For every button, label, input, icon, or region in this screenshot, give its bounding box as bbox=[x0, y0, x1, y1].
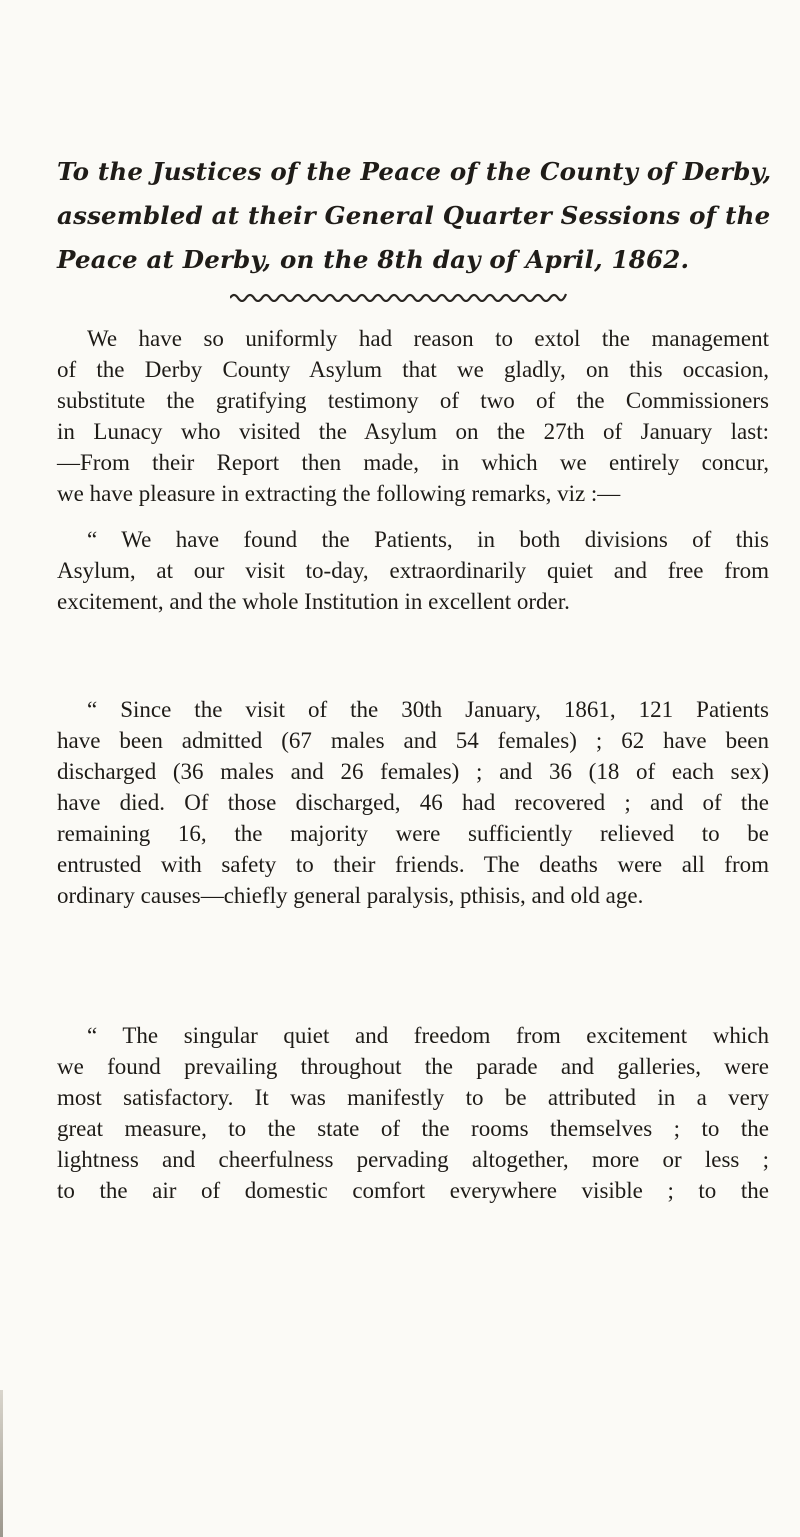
text-line: “ Since the visit of the 30th January, 1861, 121 Patients bbox=[87, 697, 769, 722]
text-line: in Lunacy who visited the Asylum on the 27th of January last: bbox=[57, 419, 769, 444]
text-line: —From their Report then made, in which we entirely concur, bbox=[57, 450, 769, 475]
text-line: have been admitted (67 males and 54 females) ; 62 have been bbox=[57, 728, 769, 753]
text-line: to the air of domestic comfort everywhere visible ; to the bbox=[57, 1178, 769, 1203]
text-line: excitement, and the whole Institution in excellent order. bbox=[57, 589, 570, 614]
heading-line: assembled at their General Quarter Sessions of the bbox=[57, 201, 771, 230]
heading-line: To the Justices of the Peace of the County of Derby, bbox=[57, 157, 772, 186]
text-line: remaining 16, the majority were sufficiently relieved to be bbox=[57, 821, 769, 846]
text-line: we found prevailing throughout the parade and galleries, were bbox=[57, 1054, 769, 1079]
text-line: entrusted with safety to their friends. The deaths were all from bbox=[57, 852, 769, 877]
address-heading bbox=[57, 150, 772, 282]
text-line: Asylum, at our visit to-day, extraordinarily quiet and free from bbox=[57, 558, 769, 583]
text-line: we have pleasure in extracting the following remarks, viz :— bbox=[57, 481, 621, 506]
text-line: “ The singular quiet and freedom from excitement which bbox=[87, 1023, 769, 1048]
text-line: ordinary causes—chiefly general paralysis, pthisis, and old age. bbox=[57, 883, 644, 908]
ornamental-rule bbox=[230, 290, 570, 302]
paragraph-quote-2 bbox=[57, 694, 769, 911]
text-line: great measure, to the state of the rooms themselves ; to the bbox=[57, 1116, 769, 1141]
paragraph-quote-1 bbox=[57, 524, 769, 617]
text-line: lightness and cheerfulness pervading altogether, more or less ; bbox=[57, 1147, 769, 1172]
text-line: most satisfactory. It was manifestly to be attributed in a very bbox=[57, 1085, 769, 1110]
paragraph-intro bbox=[57, 323, 769, 509]
heading-line: Peace at Derby, on the 8th day of April, 1862. bbox=[57, 245, 690, 274]
paragraph-quote-3 bbox=[57, 1020, 769, 1206]
text-line: “ We have found the Patients, in both divisions of this bbox=[87, 527, 769, 552]
text-line: have died. Of those discharged, 46 had recovered ; and of the bbox=[57, 790, 769, 815]
page-edge-shadow bbox=[0, 1390, 3, 1537]
text-line: We have so uniformly had reason to extol the management bbox=[87, 326, 769, 351]
text-line: substitute the gratifying testimony of two of the Commissioners bbox=[57, 388, 769, 413]
text-line: of the Derby County Asylum that we gladly, on this occasion, bbox=[57, 357, 769, 382]
text-line: discharged (36 males and 26 females) ; and 36 (18 of each sex) bbox=[57, 759, 769, 784]
